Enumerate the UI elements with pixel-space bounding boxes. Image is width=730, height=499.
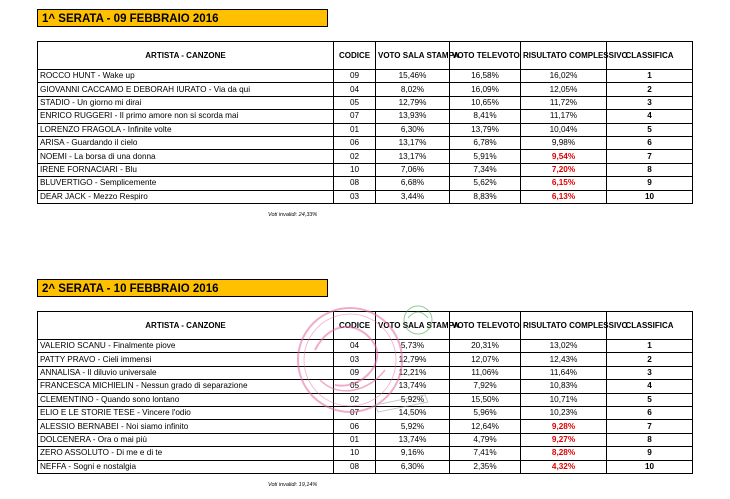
press-vote-cell: 14,50%	[376, 406, 450, 419]
table-row	[38, 366, 693, 379]
press-vote-cell: 12,21%	[376, 366, 450, 379]
press-vote-cell: 8,02%	[376, 83, 450, 96]
code-cell: 01	[334, 123, 376, 136]
code-cell: 01	[334, 433, 376, 446]
evening-2-results-table	[37, 311, 693, 474]
press-vote-cell: 6,30%	[376, 123, 450, 136]
televote-cell: 16,58%	[450, 70, 521, 83]
ranking-cell: 7	[607, 150, 693, 163]
table-row	[38, 96, 693, 109]
artist-cell: LORENZO FRAGOLA - Infinite volte	[38, 123, 334, 136]
press-vote-cell: 13,74%	[376, 380, 450, 393]
ranking-cell: 6	[607, 136, 693, 149]
press-vote-cell: 13,93%	[376, 110, 450, 123]
artist-cell: ARISA - Guardando il cielo	[38, 136, 334, 149]
code-cell: 10	[334, 447, 376, 460]
artist-cell: ALESSIO BERNABEI - Noi siamo infinito	[38, 420, 334, 433]
table-row	[38, 177, 693, 190]
televote-cell: 2,35%	[450, 460, 521, 473]
televote-cell: 5,96%	[450, 406, 521, 419]
ranking-cell: 6	[607, 406, 693, 419]
press-vote-cell: 12,79%	[376, 353, 450, 366]
total-result-cell: 13,02%	[521, 340, 607, 353]
televote-cell: 5,62%	[450, 177, 521, 190]
ranking-cell: 1	[607, 70, 693, 83]
press-vote-cell: 15,46%	[376, 70, 450, 83]
code-cell: 08	[334, 460, 376, 473]
col-header-code: CODICE	[334, 42, 376, 70]
col-header-total-result: RISULTATO COMPLESSIVO	[521, 42, 607, 70]
televote-cell: 7,41%	[450, 447, 521, 460]
table-header-row	[38, 42, 693, 70]
ranking-cell: 3	[607, 366, 693, 379]
total-result-cell: 6,15%	[521, 177, 607, 190]
table-row	[38, 433, 693, 446]
total-result-cell: 4,32%	[521, 460, 607, 473]
evening-1-title: 1^ SERATA - 09 FEBBRAIO 2016	[37, 9, 328, 27]
code-cell: 04	[334, 83, 376, 96]
col-header-code: CODICE	[334, 312, 376, 340]
code-cell: 07	[334, 110, 376, 123]
total-result-cell: 12,43%	[521, 353, 607, 366]
table-row	[38, 353, 693, 366]
televote-cell: 5,91%	[450, 150, 521, 163]
artist-cell: CLEMENTINO - Quando sono lontano	[38, 393, 334, 406]
table-row	[38, 447, 693, 460]
press-vote-cell: 13,17%	[376, 150, 450, 163]
total-result-cell: 9,27%	[521, 433, 607, 446]
televote-cell: 16,09%	[450, 83, 521, 96]
total-result-cell: 10,83%	[521, 380, 607, 393]
press-vote-cell: 12,79%	[376, 96, 450, 109]
televote-cell: 20,31%	[450, 340, 521, 353]
artist-cell: BLUVERTIGO - Semplicemente	[38, 177, 334, 190]
ranking-cell: 2	[607, 353, 693, 366]
ranking-cell: 10	[607, 460, 693, 473]
artist-cell: PATTY PRAVO - Cieli immensi	[38, 353, 334, 366]
table-row	[38, 406, 693, 419]
televote-cell: 11,06%	[450, 366, 521, 379]
code-cell: 08	[334, 177, 376, 190]
code-cell: 03	[334, 353, 376, 366]
code-cell: 03	[334, 190, 376, 203]
televote-cell: 8,41%	[450, 110, 521, 123]
code-cell: 04	[334, 340, 376, 353]
code-cell: 05	[334, 380, 376, 393]
table-row	[38, 83, 693, 96]
artist-cell: ENRICO RUGGERI - Il primo amore non si scorda mai	[38, 110, 334, 123]
total-result-cell: 10,71%	[521, 393, 607, 406]
ranking-cell: 5	[607, 393, 693, 406]
code-cell: 05	[334, 96, 376, 109]
total-result-cell: 6,13%	[521, 190, 607, 203]
press-vote-cell: 3,44%	[376, 190, 450, 203]
televote-cell: 13,79%	[450, 123, 521, 136]
ranking-cell: 1	[607, 340, 693, 353]
press-vote-cell: 5,92%	[376, 393, 450, 406]
total-result-cell: 12,05%	[521, 83, 607, 96]
press-vote-cell: 7,06%	[376, 163, 450, 176]
table-row	[38, 460, 693, 473]
col-header-artist: ARTISTA - CANZONE	[38, 42, 334, 70]
artist-cell: ZERO ASSOLUTO - Di me e di te	[38, 447, 334, 460]
ranking-cell: 3	[607, 96, 693, 109]
evening-2-rows	[38, 340, 693, 474]
televote-cell: 8,83%	[450, 190, 521, 203]
col-header-press-vote: VOTO SALA STAMPA	[376, 42, 450, 70]
total-result-cell: 8,28%	[521, 447, 607, 460]
artist-cell: NEFFA - Sogni e nostalgia	[38, 460, 334, 473]
col-header-televote: VOTO TELEVOTO	[450, 42, 521, 70]
col-header-press-vote: VOTO SALA STAMPA	[376, 312, 450, 340]
table-row	[38, 123, 693, 136]
table-row	[38, 190, 693, 203]
table-row	[38, 393, 693, 406]
ranking-cell: 9	[607, 447, 693, 460]
total-result-cell: 10,23%	[521, 406, 607, 419]
table-row	[38, 70, 693, 83]
artist-cell: FRANCESCA MICHIELIN - Nessun grado di separazione	[38, 380, 334, 393]
evening-1-invalid-votes: Voti invalidi: 24,33%	[268, 212, 318, 218]
table-row	[38, 163, 693, 176]
col-header-televote: VOTO TELEVOTO	[450, 312, 521, 340]
code-cell: 10	[334, 163, 376, 176]
code-cell: 07	[334, 406, 376, 419]
televote-cell: 7,34%	[450, 163, 521, 176]
televote-cell: 12,07%	[450, 353, 521, 366]
televote-cell: 7,92%	[450, 380, 521, 393]
total-result-cell: 7,20%	[521, 163, 607, 176]
ranking-cell: 2	[607, 83, 693, 96]
ranking-cell: 8	[607, 163, 693, 176]
code-cell: 09	[334, 70, 376, 83]
table-row	[38, 150, 693, 163]
total-result-cell: 10,04%	[521, 123, 607, 136]
artist-cell: STADIO - Un giorno mi dirai	[38, 96, 334, 109]
total-result-cell: 16,02%	[521, 70, 607, 83]
col-header-artist: ARTISTA - CANZONE	[38, 312, 334, 340]
televote-cell: 4,79%	[450, 433, 521, 446]
col-header-ranking: CLASSIFICA	[607, 312, 693, 340]
artist-cell: GIOVANNI CACCAMO E DEBORAH IURATO - Via da qui	[38, 83, 334, 96]
code-cell: 02	[334, 393, 376, 406]
code-cell: 06	[334, 420, 376, 433]
ranking-cell: 4	[607, 380, 693, 393]
total-result-cell: 11,17%	[521, 110, 607, 123]
table-row	[38, 420, 693, 433]
total-result-cell: 11,64%	[521, 366, 607, 379]
table-row	[38, 136, 693, 149]
col-header-ranking: CLASSIFICA	[607, 42, 693, 70]
evening-1-rows	[38, 70, 693, 204]
artist-cell: IRENE FORNACIARI - Blu	[38, 163, 334, 176]
ranking-cell: 5	[607, 123, 693, 136]
evening-1-results-table	[37, 41, 693, 204]
televote-cell: 12,64%	[450, 420, 521, 433]
press-vote-cell: 13,17%	[376, 136, 450, 149]
televote-cell: 15,50%	[450, 393, 521, 406]
artist-cell: NOEMI - La borsa di una donna	[38, 150, 334, 163]
artist-cell: VALERIO SCANU - Finalmente piove	[38, 340, 334, 353]
col-header-total-result: RISULTATO COMPLESSIVO	[521, 312, 607, 340]
evening-2-title: 2^ SERATA - 10 FEBBRAIO 2016	[37, 279, 328, 297]
ranking-cell: 7	[607, 420, 693, 433]
press-vote-cell: 6,30%	[376, 460, 450, 473]
code-cell: 09	[334, 366, 376, 379]
ranking-cell: 4	[607, 110, 693, 123]
artist-cell: ANNALISA - Il diluvio universale	[38, 366, 334, 379]
press-vote-cell: 6,68%	[376, 177, 450, 190]
ranking-cell: 9	[607, 177, 693, 190]
code-cell: 06	[334, 136, 376, 149]
artist-cell: DEAR JACK - Mezzo Respiro	[38, 190, 334, 203]
artist-cell: ROCCO HUNT - Wake up	[38, 70, 334, 83]
total-result-cell: 9,28%	[521, 420, 607, 433]
artist-cell: ELIO E LE STORIE TESE - Vincere l'odio	[38, 406, 334, 419]
press-vote-cell: 9,16%	[376, 447, 450, 460]
ranking-cell: 8	[607, 433, 693, 446]
press-vote-cell: 13,74%	[376, 433, 450, 446]
table-row	[38, 340, 693, 353]
table-row	[38, 110, 693, 123]
press-vote-cell: 5,73%	[376, 340, 450, 353]
code-cell: 02	[334, 150, 376, 163]
press-vote-cell: 5,92%	[376, 420, 450, 433]
ranking-cell: 10	[607, 190, 693, 203]
table-header-row	[38, 312, 693, 340]
televote-cell: 10,65%	[450, 96, 521, 109]
total-result-cell: 9,98%	[521, 136, 607, 149]
table-row	[38, 380, 693, 393]
evening-2-invalid-votes: Voti invalidi: 19,14%	[268, 482, 318, 488]
total-result-cell: 11,72%	[521, 96, 607, 109]
artist-cell: DOLCENERA - Ora o mai più	[38, 433, 334, 446]
total-result-cell: 9,54%	[521, 150, 607, 163]
televote-cell: 6,78%	[450, 136, 521, 149]
